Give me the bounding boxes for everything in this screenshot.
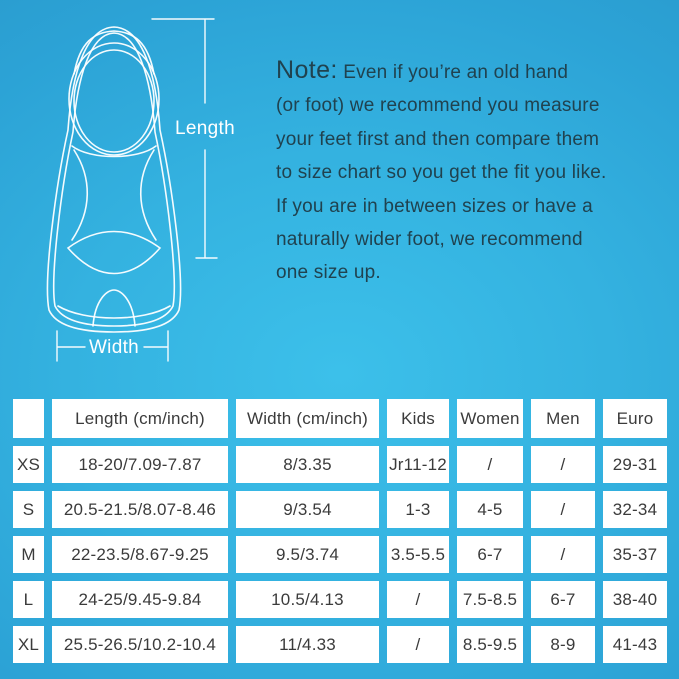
table-row-xl: [13, 626, 667, 663]
length-cell: 25.5-26.5/10.2-10.4: [52, 626, 228, 663]
note-line-text: Even if you’re an old hand: [343, 62, 569, 83]
note-line: [276, 54, 676, 89]
pocket-side-right: [141, 150, 156, 240]
pocket-lens: [68, 232, 160, 274]
men-cell: /: [531, 536, 595, 573]
length-dimension-label: Length: [175, 118, 235, 139]
size-cell: S: [13, 491, 44, 528]
width-cell: 9.5/3.74: [236, 536, 379, 573]
euro-cell: 41-43: [603, 626, 667, 663]
men-cell: 6-7: [531, 581, 595, 618]
note-heading: Note:: [276, 56, 338, 84]
header-men: Men: [531, 399, 595, 438]
size-cell: XS: [13, 446, 44, 483]
header-width: Width (cm/inch): [236, 399, 379, 438]
table-row-s: [13, 491, 667, 528]
header-women: Women: [457, 399, 523, 438]
euro-cell: 29-31: [603, 446, 667, 483]
size-chart-table: [5, 391, 675, 671]
kids-cell: 3.5-5.5: [387, 536, 449, 573]
header-size: [13, 399, 44, 438]
women-cell: 7.5-8.5: [457, 581, 523, 618]
heel-arch: [93, 290, 135, 326]
length-cell: 24-25/9.45-9.84: [52, 581, 228, 618]
note-line: (or foot) we recommend you measure: [276, 95, 600, 117]
width-cell: 10.5/4.13: [236, 581, 379, 618]
width-dimension-label: Width: [88, 337, 140, 358]
kids-cell: /: [387, 581, 449, 618]
note-line: If you are in between sizes or have a: [276, 195, 593, 217]
note-line: naturally wider foot, we recommend: [276, 229, 583, 251]
foot-opening-outer: [69, 43, 159, 155]
table-row-m: [13, 536, 667, 573]
kids-cell: /: [387, 626, 449, 663]
note-line: one size up.: [276, 262, 381, 284]
men-cell: /: [531, 491, 595, 528]
length-cell: 22-23.5/8.67-9.25: [52, 536, 228, 573]
width-cell: 11/4.33: [236, 626, 379, 663]
note-line: your feet first and then compare them: [276, 128, 600, 150]
table-row-l: [13, 581, 667, 618]
header-length: Length (cm/inch): [52, 399, 228, 438]
width-cell: 9/3.54: [236, 491, 379, 528]
header-kids: Kids: [387, 399, 449, 438]
pocket-side-left: [72, 150, 87, 240]
fin-outline-outer: [47, 27, 180, 332]
foot-opening-inner: [74, 50, 154, 152]
table-row-xs: [13, 446, 667, 483]
note-block: [276, 54, 676, 290]
size-cell: M: [13, 536, 44, 573]
euro-cell: 32-34: [603, 491, 667, 528]
women-cell: /: [457, 446, 523, 483]
euro-cell: 38-40: [603, 581, 667, 618]
euro-cell: 35-37: [603, 536, 667, 573]
width-cell: 8/3.35: [236, 446, 379, 483]
women-cell: 4-5: [457, 491, 523, 528]
length-cell: 18-20/7.09-7.87: [52, 446, 228, 483]
women-cell: 6-7: [457, 536, 523, 573]
header-euro: Euro: [603, 399, 667, 438]
header-row: [13, 399, 667, 438]
kids-cell: Jr11-12: [387, 446, 449, 483]
men-cell: 8-9: [531, 626, 595, 663]
women-cell: 8.5-9.5: [457, 626, 523, 663]
fin-tip-contour: [74, 31, 154, 74]
men-cell: /: [531, 446, 595, 483]
kids-cell: 1-3: [387, 491, 449, 528]
note-line: to size chart so you get the fit you like.: [276, 162, 607, 184]
size-cell: L: [13, 581, 44, 618]
pocket-bottom-curve: [58, 306, 170, 318]
fin-diagram: [0, 0, 240, 390]
size-cell: XL: [13, 626, 44, 663]
length-cell: 20.5-21.5/8.07-8.46: [52, 491, 228, 528]
